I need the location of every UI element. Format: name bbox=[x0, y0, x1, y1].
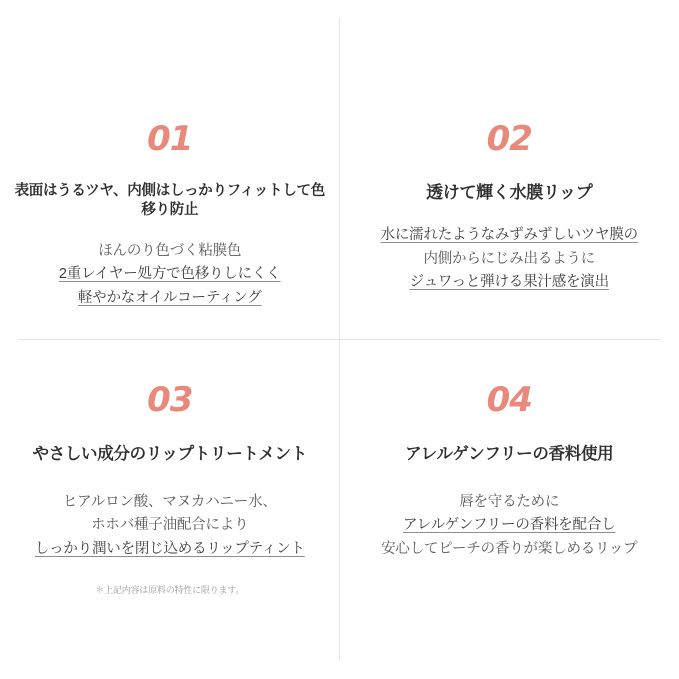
feature-body-line: 唇を守るために bbox=[459, 493, 560, 510]
feature-body-line: ヒアルロン酸、マヌカハニー水、 bbox=[62, 493, 277, 510]
feature-body-line: アレルゲンフリーの香料を配合し bbox=[403, 517, 616, 534]
feature-body-line: ほんのり色づく粘膜色 bbox=[98, 242, 242, 259]
feature-body-line: 水に濡れたようなみずみずしいツヤ膜の bbox=[380, 227, 638, 244]
feature-body-04 bbox=[381, 491, 637, 561]
feature-number-02: 02 bbox=[486, 119, 532, 159]
feature-body-line: 2重レイヤー処方で色移りしにくく bbox=[58, 266, 281, 283]
feature-body-line: ジュワっと弾ける果汁感を演出 bbox=[409, 274, 609, 291]
feature-panel-01 bbox=[0, 0, 340, 340]
feature-panel-03 bbox=[0, 340, 340, 679]
feature-footnote-03: ＊上記内容は原料の特性に限ります。 bbox=[95, 585, 245, 596]
feature-number-01: 01 bbox=[147, 119, 193, 159]
feature-headline-02: 透けて輝く水膜リップ bbox=[426, 183, 593, 202]
feature-number-03: 03 bbox=[147, 379, 193, 420]
feature-body-line: 安心してピーチの香りが楽しめるリップ bbox=[381, 540, 638, 557]
feature-body-line: しっかり潤いを閉じ込めるリップティント bbox=[34, 540, 305, 557]
feature-headline-04: アレルゲンフリーの香料使用 bbox=[405, 444, 614, 463]
feature-headline-03: やさしい成分のリップトリートメント bbox=[32, 444, 308, 463]
feature-body-03 bbox=[35, 491, 305, 561]
feature-panel-02 bbox=[340, 0, 679, 340]
feature-body-line: 軽やかなオイルコーティング bbox=[77, 289, 262, 306]
feature-number-04: 04 bbox=[486, 379, 532, 420]
feature-panel-04 bbox=[340, 340, 679, 679]
feature-body-line: 内側からにじみ出るように bbox=[423, 250, 596, 267]
feature-body-01 bbox=[59, 240, 281, 310]
feature-body-02 bbox=[381, 224, 638, 294]
feature-headline-01: 表面はうるツヤ、内側はしっかりフィットして色移り防止 bbox=[14, 183, 325, 218]
feature-body-line: ホホバ種子油配合により bbox=[91, 517, 249, 534]
